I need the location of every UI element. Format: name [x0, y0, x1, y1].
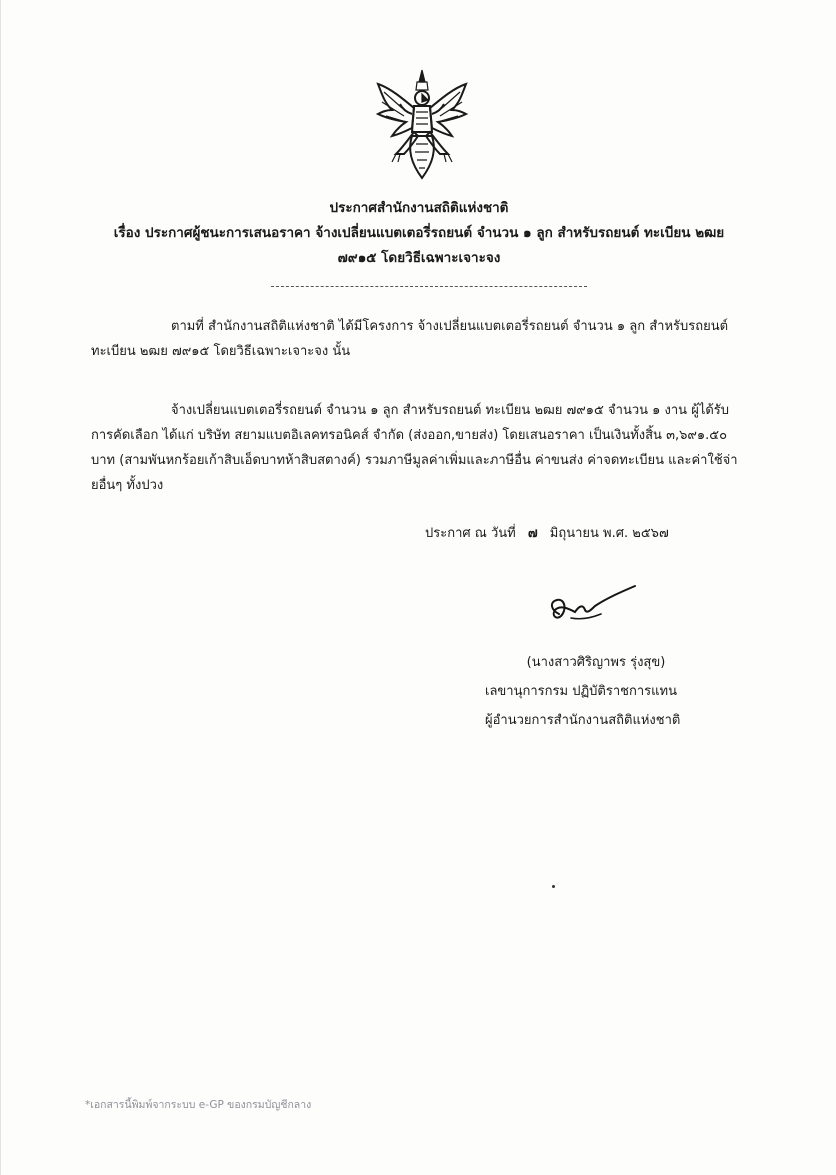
announcement-month-year: มิถุนายน พ.ศ. ๒๕๖๗ [549, 526, 669, 541]
document-title-block [61, 196, 777, 271]
document-subject-line2: ๗๙๑๕ โดยวิธีเฉพาะเจาะจง [337, 250, 501, 266]
stray-dot [552, 885, 555, 888]
dashed-divider [271, 286, 587, 287]
signatory-position-1: เลขานุการกรม ปฏิบัติราชการแทน [485, 684, 677, 699]
garuda-emblem-icon [372, 68, 472, 190]
body-paragraph-2: จ้างเปลี่ยนแบตเตอรี่รถยนต์ จำนวน ๑ ลูก สำหรับรถยนต์ ทะเบียน ๒ฒย ๗๙๑๕ จำนวน ๑ งาน ผู้ได้รับการคัดเลือก ได้แก่ บริษัท สยามแบตอิเลคทรอนิคส์ จำกัด (ส่งออก,ขายส่ง) โดยเสนอราคา เป็นเงินทั้งสิ้น ๓,๖๙๑.๕๐ บาท (สามพันหกร้อยเก้าสิบเอ็ดบาทห้าสิบสตางค์) รวมภาษีมูลค่าเพิ่มและภาษีอื่น ค่าขนส่ง ค่าจดทะเบียน และค่าใช้จ่ายอื่นๆ ทั้งปวง [91, 403, 738, 493]
footer-note: *เอกสารนี้พิมพ์จากระบบ e-GP ของกรมบัญชีกลาง [85, 1099, 312, 1111]
announcement-date [425, 522, 765, 543]
document-subject-line1: เรื่อง ประกาศผู้ชนะการเสนอราคา จ้างเปลี่ยนแบตเตอรี่รถยนต์ จำนวน ๑ ลูก สำหรับรถยนต์ ทะเบียน ๒ฒย [113, 225, 725, 241]
body-paragraph-1: ตามที่ สำนักงานสถิติแห่งชาติ ได้มีโครงการ จ้างเปลี่ยนแบตเตอรี่รถยนต์ จำนวน ๑ ลูก สำหรับรถยนต์ ทะเบียน ๒ฒย ๗๙๑๕ โดยวิธีเฉพาะเจาะจง นั้น [91, 319, 729, 359]
signatory-block [471, 648, 721, 735]
document-title: ประกาศสำนักงานสถิติแห่งชาติ [329, 200, 509, 216]
signatory-position-2: ผู้อำนวยการสำนักงานสถิติแห่งชาติ [485, 713, 681, 728]
signatory-name: (นางสาวศิริญาพร รุ่งสุข) [526, 655, 666, 670]
handwritten-signature [531, 580, 641, 630]
announcement-prefix: ประกาศ ณ วันที่ [425, 526, 516, 541]
announcement-day: ๗ [527, 526, 538, 541]
